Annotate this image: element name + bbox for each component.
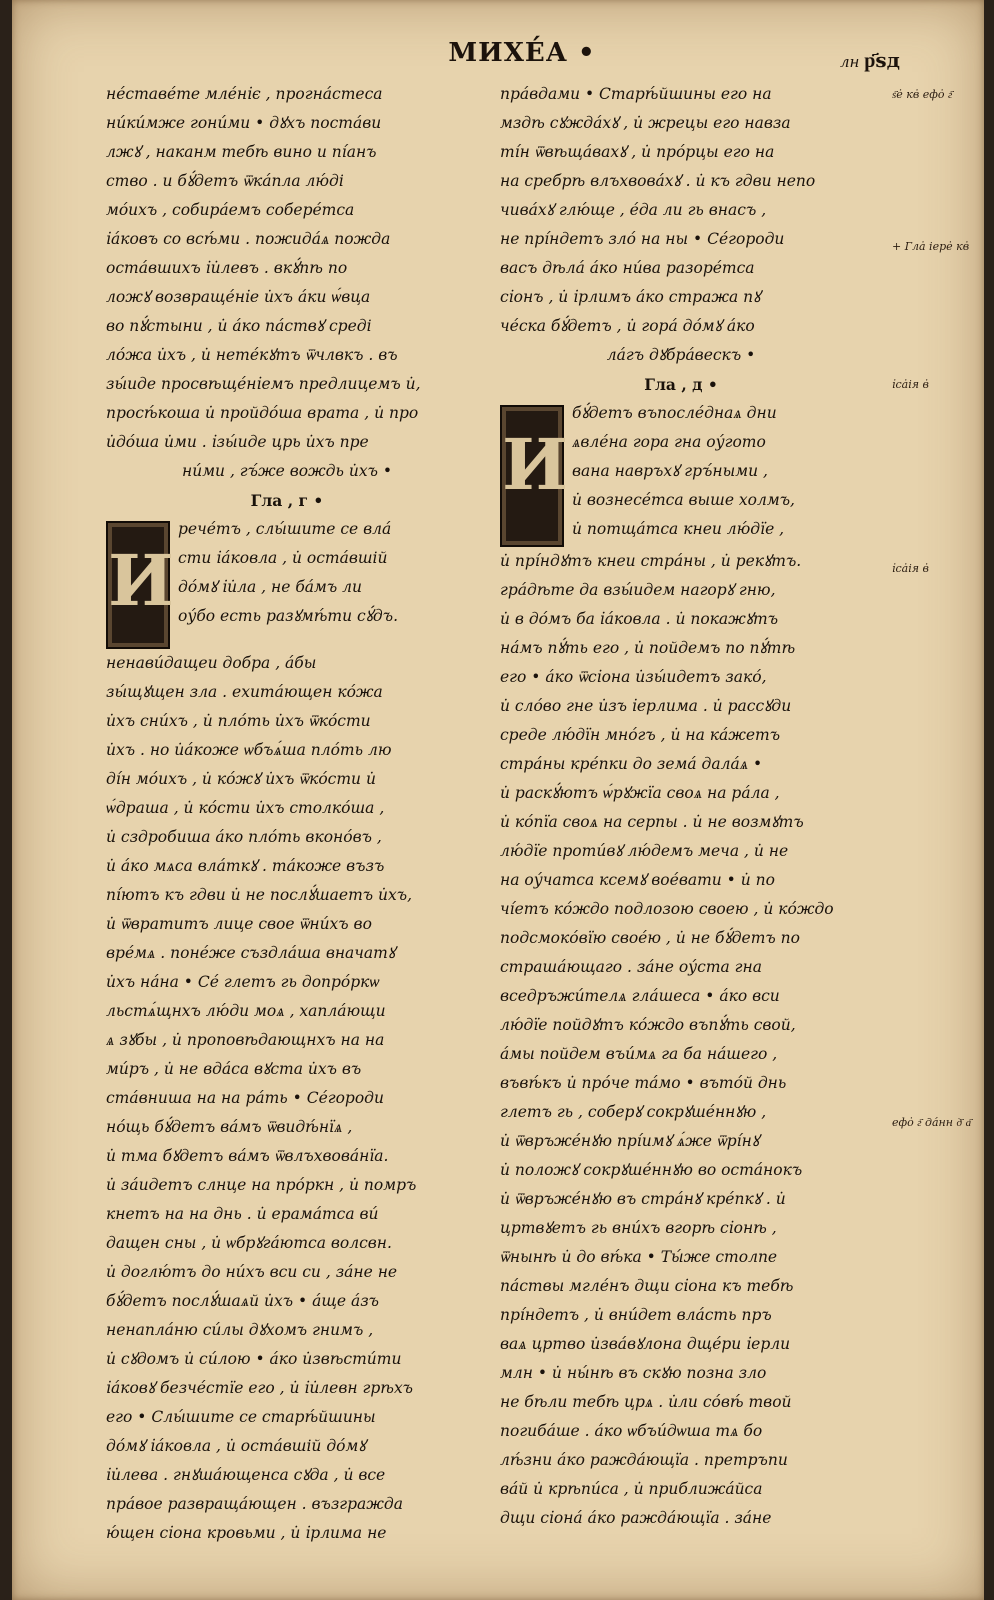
- text-line: ю́щен сі̇она кровьми , и̇ і̇рлима не: [106, 1524, 387, 1542]
- text-line: мздѣ сꙋжда́хꙋ , и̇ жрецы его навза: [500, 114, 791, 132]
- text-line: ѡ́драша , и̇ ко́сти и̇хъ столко́ша ,: [106, 799, 385, 817]
- text-line: пі́ютъ къ гдви и̇ не послꙋ́шаетъ и̇хъ,: [106, 886, 413, 904]
- text-line: ми́ръ , и̇ не вда́са вꙋста и̇хъ въ: [106, 1060, 362, 1078]
- text-line: ло́жа и̇хъ , и̇ нете́кꙋтъ ѿчлвкъ . въ: [106, 346, 398, 364]
- text-line: до́мꙋ і̇а́ковла , и̇ оста́вшій до́мꙋ: [106, 1437, 366, 1455]
- text-line: лжꙋ , наканм тебѣ вино и пі́анъ: [106, 143, 377, 161]
- text-line: мо́ихъ , собира́емъ собере́тса: [106, 201, 355, 219]
- text-line: и̇ сло́во гне и̇зъ і̇ерлима . и̇ рассꙋди: [500, 697, 792, 715]
- text-line: и̇ за́идетъ слнце на про́ркн , и̇ помръ: [106, 1176, 417, 1194]
- chapter-heading: Гла , г •: [250, 491, 324, 510]
- folio-numeral: р҃ѕд: [864, 48, 900, 72]
- text-line: цртвꙋетъ гь вни́хъ вгорѣ сі̇онѣ ,: [500, 1219, 777, 1237]
- text-line: не́ставе́те мле́ні̇є , прогна́стеса: [106, 85, 383, 103]
- decorated-initial: [500, 405, 569, 547]
- text-line: чива́хꙋ глю́ще , е́да ли гь внасъ ,: [500, 201, 767, 219]
- text-line: среде лю́дїн мно́гъ , и̇ на ка́жетъ: [500, 726, 781, 744]
- text-line: и̇ ѿвръже́нꙋю прі́имꙋ ѧ́же ѿрі́нꙋ: [500, 1132, 760, 1150]
- text-line: его • а́ко ѿсі̇она и̇зы́идетъ зако́,: [500, 668, 767, 686]
- margin-note: + Гла̇ іере̇ кв̇: [892, 240, 970, 253]
- text-line: лѣ́зни а́ко ражда́ющїа . претръпи: [500, 1451, 788, 1469]
- text-line: ѿнынѣ и̇ до вѣ́ка • Ты́же столпе: [500, 1248, 778, 1266]
- text-line: и̇ сꙋдомъ и̇ си́лою • а́ко и̇звѣсти́ти: [106, 1350, 402, 1368]
- text-line: зы́щꙋщен зла . ехита́ющен ко́жа: [106, 683, 383, 701]
- text-line: страша́ющаго . за́не оу́ста гна: [500, 958, 762, 976]
- text-line: во пꙋ́стыни , и̇ а́ко па́ствꙋ среді: [106, 317, 372, 335]
- text-line: чі́етъ ко́ждо подлозою своею , и̇ ко́ждо: [500, 900, 834, 918]
- text-line: на́мъ пꙋ́ть его , и̇ пойдемъ по пꙋ́тѣ: [500, 639, 796, 657]
- text-line: просѣ́коша и̇ пройдо́ша врата , и̇ про: [106, 404, 419, 422]
- text-line: вседръжи́телѧ гла́шеса • а́ко вси: [500, 987, 780, 1005]
- text-line: погиба́ше . а́ко ѡбъи́дѡша тѧ бо: [500, 1422, 763, 1440]
- text-line: а́мы пойдем въи́мѧ га ба на́шего ,: [500, 1045, 778, 1063]
- text-line: не прі́ндетъ зло́ на ны • Се́городи: [500, 230, 785, 248]
- folio-number: [840, 48, 900, 73]
- text-line: ни́ки́мже гони́ми • дꙋхъ поста́ви: [106, 114, 382, 132]
- initial-block: [106, 515, 468, 649]
- text-line: гра́дѣте да взы́идем нагорꙋ гню,: [500, 581, 776, 599]
- text-line: и̇до́ша и̇ми . і̇зы́иде црь и̇хъ пре: [106, 433, 369, 451]
- text-line: прі́ндетъ , и̇ вни́дет вла́сть пръ: [500, 1306, 772, 1324]
- text-line: і̇и̇лева . гнꙋша́ющенса сꙋда , и̇ все: [106, 1466, 386, 1484]
- text-line: ѧ зꙋбы , и̇ проповѣдающнхъ на на: [106, 1031, 385, 1049]
- text-line: кнетъ на на днь . и̇ ерама́тса ви́: [106, 1205, 379, 1223]
- initial-block: [500, 399, 862, 547]
- text-line: оу́бо есть разꙋмѣ́ти сꙋ́дъ.: [178, 607, 399, 625]
- text-line: не бѣли тебѣ црѧ . и̇ли со́вѣ́ твой: [500, 1393, 792, 1411]
- text-line: ті́н ѿвѣща́вахꙋ , и̇ про́рцы его на: [500, 143, 775, 161]
- initial-letter: И: [108, 539, 175, 622]
- text-line: и̇хъ на́на • Се́ глетъ гь допро́ркѡ: [106, 973, 380, 991]
- text-line: и̇ потща́тса кнеи лю́дїе ,: [572, 520, 785, 538]
- text-line: ѧвле́на гора гна оу́гото: [572, 433, 766, 451]
- text-line: дащен сны , и̇ ѡбрꙋга́ютса волсвн.: [106, 1234, 392, 1252]
- text-line: и̇ а́ко мѧса вла́ткꙋ . та́коже възъ: [106, 857, 385, 875]
- text-line: ла́гъ дꙋбра́вескъ •: [606, 346, 756, 364]
- text-line: и̇ вознесе́тса выше холмъ,: [572, 491, 795, 509]
- text-line: ненави́дащеи добра , а́бы: [106, 654, 317, 672]
- text-line: и̇ сздробиша а́ко пло́ть вконо́въ ,: [106, 828, 382, 846]
- text-line: бꙋ́детъ послꙋ́шаѧй и̇хъ • а́ще а́зъ: [106, 1292, 379, 1310]
- initial-letter: И: [502, 423, 569, 506]
- text-line: оста́вшихъ і̇и̇левъ . вкꙋ́пѣ по: [106, 259, 348, 277]
- text-line: и̇хъ . но и̇а́коже ѡбъѧ́ша пло́ть лю: [106, 741, 392, 759]
- text-line: ни́ми , гъ́же вождь и̇хъ •: [182, 462, 392, 480]
- margin-note: і̇са̇ія в̇: [892, 562, 929, 575]
- text-line: на сребрѣ влъхвова́хꙋ . и̇ къ гдви непо: [500, 172, 816, 190]
- text-line: вре́мѧ . поне́же създла́ша вначатꙋ: [106, 944, 396, 962]
- text-line: и̇ тма бꙋдетъ ва́мъ ѿвлъхвова́нїа.: [106, 1147, 389, 1165]
- text-line: на оу́чатса ксемꙋ вое́вати • и̇ по: [500, 871, 775, 889]
- text-line: и̇хъ сни́хъ , и̇ пло́ть и̇хъ ѿко́сти: [106, 712, 371, 730]
- text-line: ста́вниша на на ра́ть • Се́городи: [106, 1089, 384, 1107]
- book-page: [12, 0, 984, 1600]
- text-line: пра́вдами • Старѣ́йшины его на: [500, 85, 772, 103]
- text-line: и̇ ко́пїа своѧ на серпы . и̇ не возмꙋтъ: [500, 813, 804, 831]
- margin-note: і̇са̇ія в̇: [892, 378, 929, 391]
- text-line: и̇ прі́ндꙋтъ кнеи стра́ны , и̇ рекꙋтъ.: [500, 552, 802, 570]
- text-line: млн • и̇ ны́нѣ въ скꙋю позна зло: [500, 1364, 767, 1382]
- text-line: и̇ раскꙋ́ютъ ѡ́рꙋжїа своѧ на ра́ла ,: [500, 784, 780, 802]
- text-line: бꙋ́детъ въпосле́днаѧ дни: [572, 404, 777, 422]
- text-line: ство . и бꙋ́детъ ѿка́пла лю́ді: [106, 172, 344, 190]
- text-line: и̇ ѿвратитъ лице свое ѿни́хъ во: [106, 915, 372, 933]
- folio-prefix: лн: [840, 53, 860, 71]
- right-column: [500, 80, 862, 1533]
- text-line: до́мꙋ і̇и̇ла , не ба́мъ ли: [178, 578, 363, 596]
- text-line: и̇ ѿвръже́нꙋю въ стра́нꙋ кре́пкꙋ . и̇: [500, 1190, 786, 1208]
- text-line: его • Слы́шите се старѣ́йшины: [106, 1408, 376, 1426]
- page-title: МИХЕ́А •: [448, 38, 596, 68]
- text-line: і̇а́ковꙋ безче́стїе его , и̇ і̇и̇левн грѣхъ: [106, 1379, 414, 1397]
- left-column: [106, 80, 468, 1548]
- text-line: глетъ гь , соберꙋ сокрꙋше́ннꙋю ,: [500, 1103, 767, 1121]
- text-line: лю́дїе пойдꙋтъ ко́ждо въпꙋ́ть свой,: [500, 1016, 796, 1034]
- text-line: васъ дѣла́ а́ко ни́ва разоре́тса: [500, 259, 755, 277]
- text-line: льстѧ́щнхъ лю́ди моѧ , хапла́ющи: [106, 1002, 386, 1020]
- text-line: че́ска бꙋ́детъ , и̇ гора́ до́мꙋ а́ко: [500, 317, 755, 335]
- text-line: и̇ положꙋ сокрꙋше́ннꙋю во оста́нокъ: [500, 1161, 803, 1179]
- text-line: лю́дїе проти́вꙋ лю́демъ меча , и̇ не: [500, 842, 789, 860]
- text-line: подсмоко́вїю свое́ю , и̇ не бꙋ́детъ по: [500, 929, 800, 947]
- text-line: ваѧ цртво и̇зва́вꙋлона дще́ри і̇ерли: [500, 1335, 791, 1353]
- text-line: зы́иде просвѣще́ні̇емъ предлицемъ и̇,: [106, 375, 421, 393]
- text-line: рече́тъ , слы́шите се вла́: [178, 520, 392, 538]
- text-line: и̇ доглю́тъ до ни́хъ вси си , за́не не: [106, 1263, 398, 1281]
- margin-note: ефо̇ г҃ да́нн д҃ а҃: [892, 1116, 972, 1129]
- text-line: вана навръхꙋ гръ́ными ,: [572, 462, 768, 480]
- text-line: ді́н мо́ихъ , и̇ ко́жꙋ и̇хъ ѿко́сти и̇: [106, 770, 376, 788]
- text-line: сти і̇а́ковла , и̇ оста́вшій: [178, 549, 388, 567]
- text-line: въвѣ́къ и̇ про́че та́мо • въто́й днь: [500, 1074, 787, 1092]
- text-line: ложꙋ возвраще́ні̇е и̇хъ а́ки ѡ́вца: [106, 288, 371, 306]
- text-line: ва́й и̇ крѣпи́са , и̇ приближа́йса: [500, 1480, 763, 1498]
- text-line: стра́ны кре́пки до зема́ дала́ѧ •: [500, 755, 763, 773]
- text-line: сі̇онъ , и̇ і̇рлимъ а́ко стража пꙋ: [500, 288, 761, 306]
- text-line: и̇ в до́мъ ба і̇а́ковла . и̇ покажꙋтъ: [500, 610, 779, 628]
- text-line: дщи сі̇она́ а́ко ражда́ющїа . за́не: [500, 1509, 772, 1527]
- text-line: і̇а́ковъ со всѣ́ми . пожида́ѧ пожда: [106, 230, 391, 248]
- margin-note: ѕ҃е̇ кв̇ ефо̇ г҃: [892, 88, 953, 101]
- text-line: ненапла́ню си́лы дꙋхомъ гнимъ ,: [106, 1321, 374, 1339]
- text-line: пра́вое развраща́ющен . възгражда: [106, 1495, 403, 1513]
- chapter-heading: Гла , д •: [644, 375, 718, 394]
- text-line: па́ствы мгле́нъ дщи сі̇она къ тебѣ: [500, 1277, 794, 1295]
- text-line: но́щь бꙋ́детъ ва́мъ ѿвидѣ́нїѧ ,: [106, 1118, 353, 1136]
- decorated-initial: [106, 521, 175, 649]
